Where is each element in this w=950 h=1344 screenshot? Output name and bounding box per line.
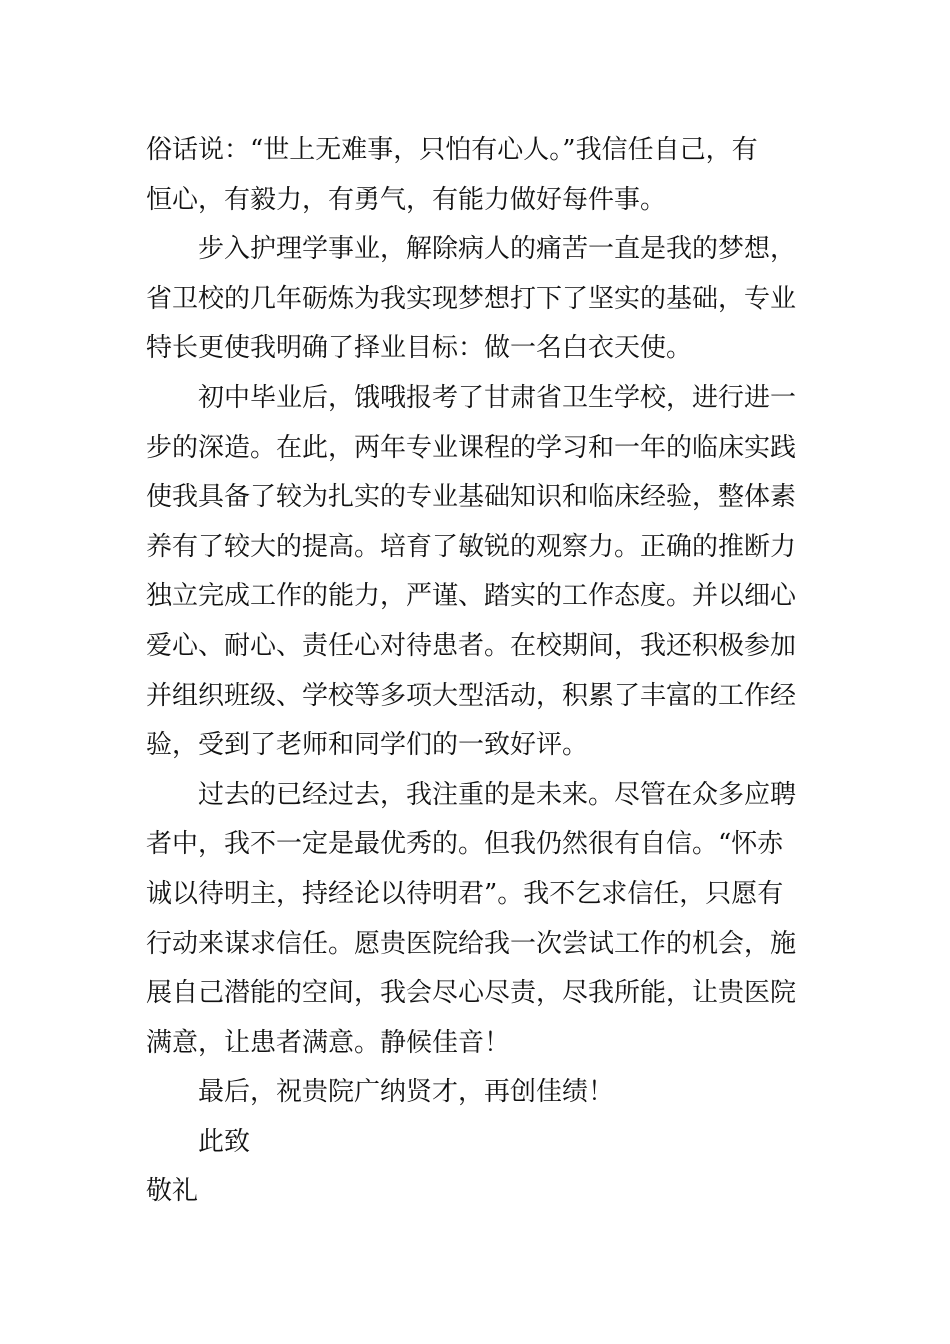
text-line: 者中，我不一定是最优秀的。但我仍然很有自信。“怀赤 [146,829,784,860]
text-line: 初中毕业后，饿哦报考了甘肃省卫生学校，进行进一 [198,382,797,413]
text-line: 满意，让患者满意。静候佳音！ [146,1027,511,1058]
text-line: 步的深造。在此，两年专业课程的学习和一年的临床实践 [146,432,797,463]
text-line: 验，受到了老师和同学们的一致好评。 [146,730,589,761]
closing-wish: 最后，祝贵院广纳贤才，再创佳绩！ [198,1077,615,1108]
salutation-jingli: 敬礼 [146,1176,199,1207]
text-line: 使我具备了较为扎实的专业基础知识和临床经验，整体素 [146,482,797,513]
text-line: 过去的已经过去，我注重的是未来。尽管在众多应聘 [198,779,797,810]
text-line: 并组织班级、学校等多项大型活动，积累了丰富的工作经 [146,680,797,711]
text-line: 养有了较大的提高。培育了敏锐的观察力。正确的推断力 [146,531,797,562]
text-line: 诚以待明主，持经论以待明君”。我不乞求信任，只愿有 [146,878,784,909]
text-line: 特长更使我明确了择业目标：做一名白衣天使。 [146,333,693,364]
text-line: 俗话说：“世上无难事，只怕有心人。”我信任自己，有 [146,135,758,165]
text-line: 步入护理学事业，解除病人的痛苦一直是我的梦想， [198,234,797,265]
salutation-cizhi: 此致 [198,1126,251,1157]
letter-body [146,126,808,1217]
text-line: 行动来谋求信任。愿贵医院给我一次尝试工作的机会，施 [146,928,797,959]
text-line: 省卫校的几年砺炼为我实现梦想打下了坚实的基础，专业 [146,283,797,314]
text-line: 爱心、耐心、责任心对待患者。在校期间，我还积极参加 [146,630,797,661]
text-line: 展自己潜能的空间，我会尽心尽责，尽我所能，让贵医院 [146,978,797,1009]
text-line: 独立完成工作的能力，严谨、踏实的工作态度。并以细心 [146,581,797,612]
text-line: 恒心，有毅力，有勇气，有能力做好每件事。 [146,184,667,215]
